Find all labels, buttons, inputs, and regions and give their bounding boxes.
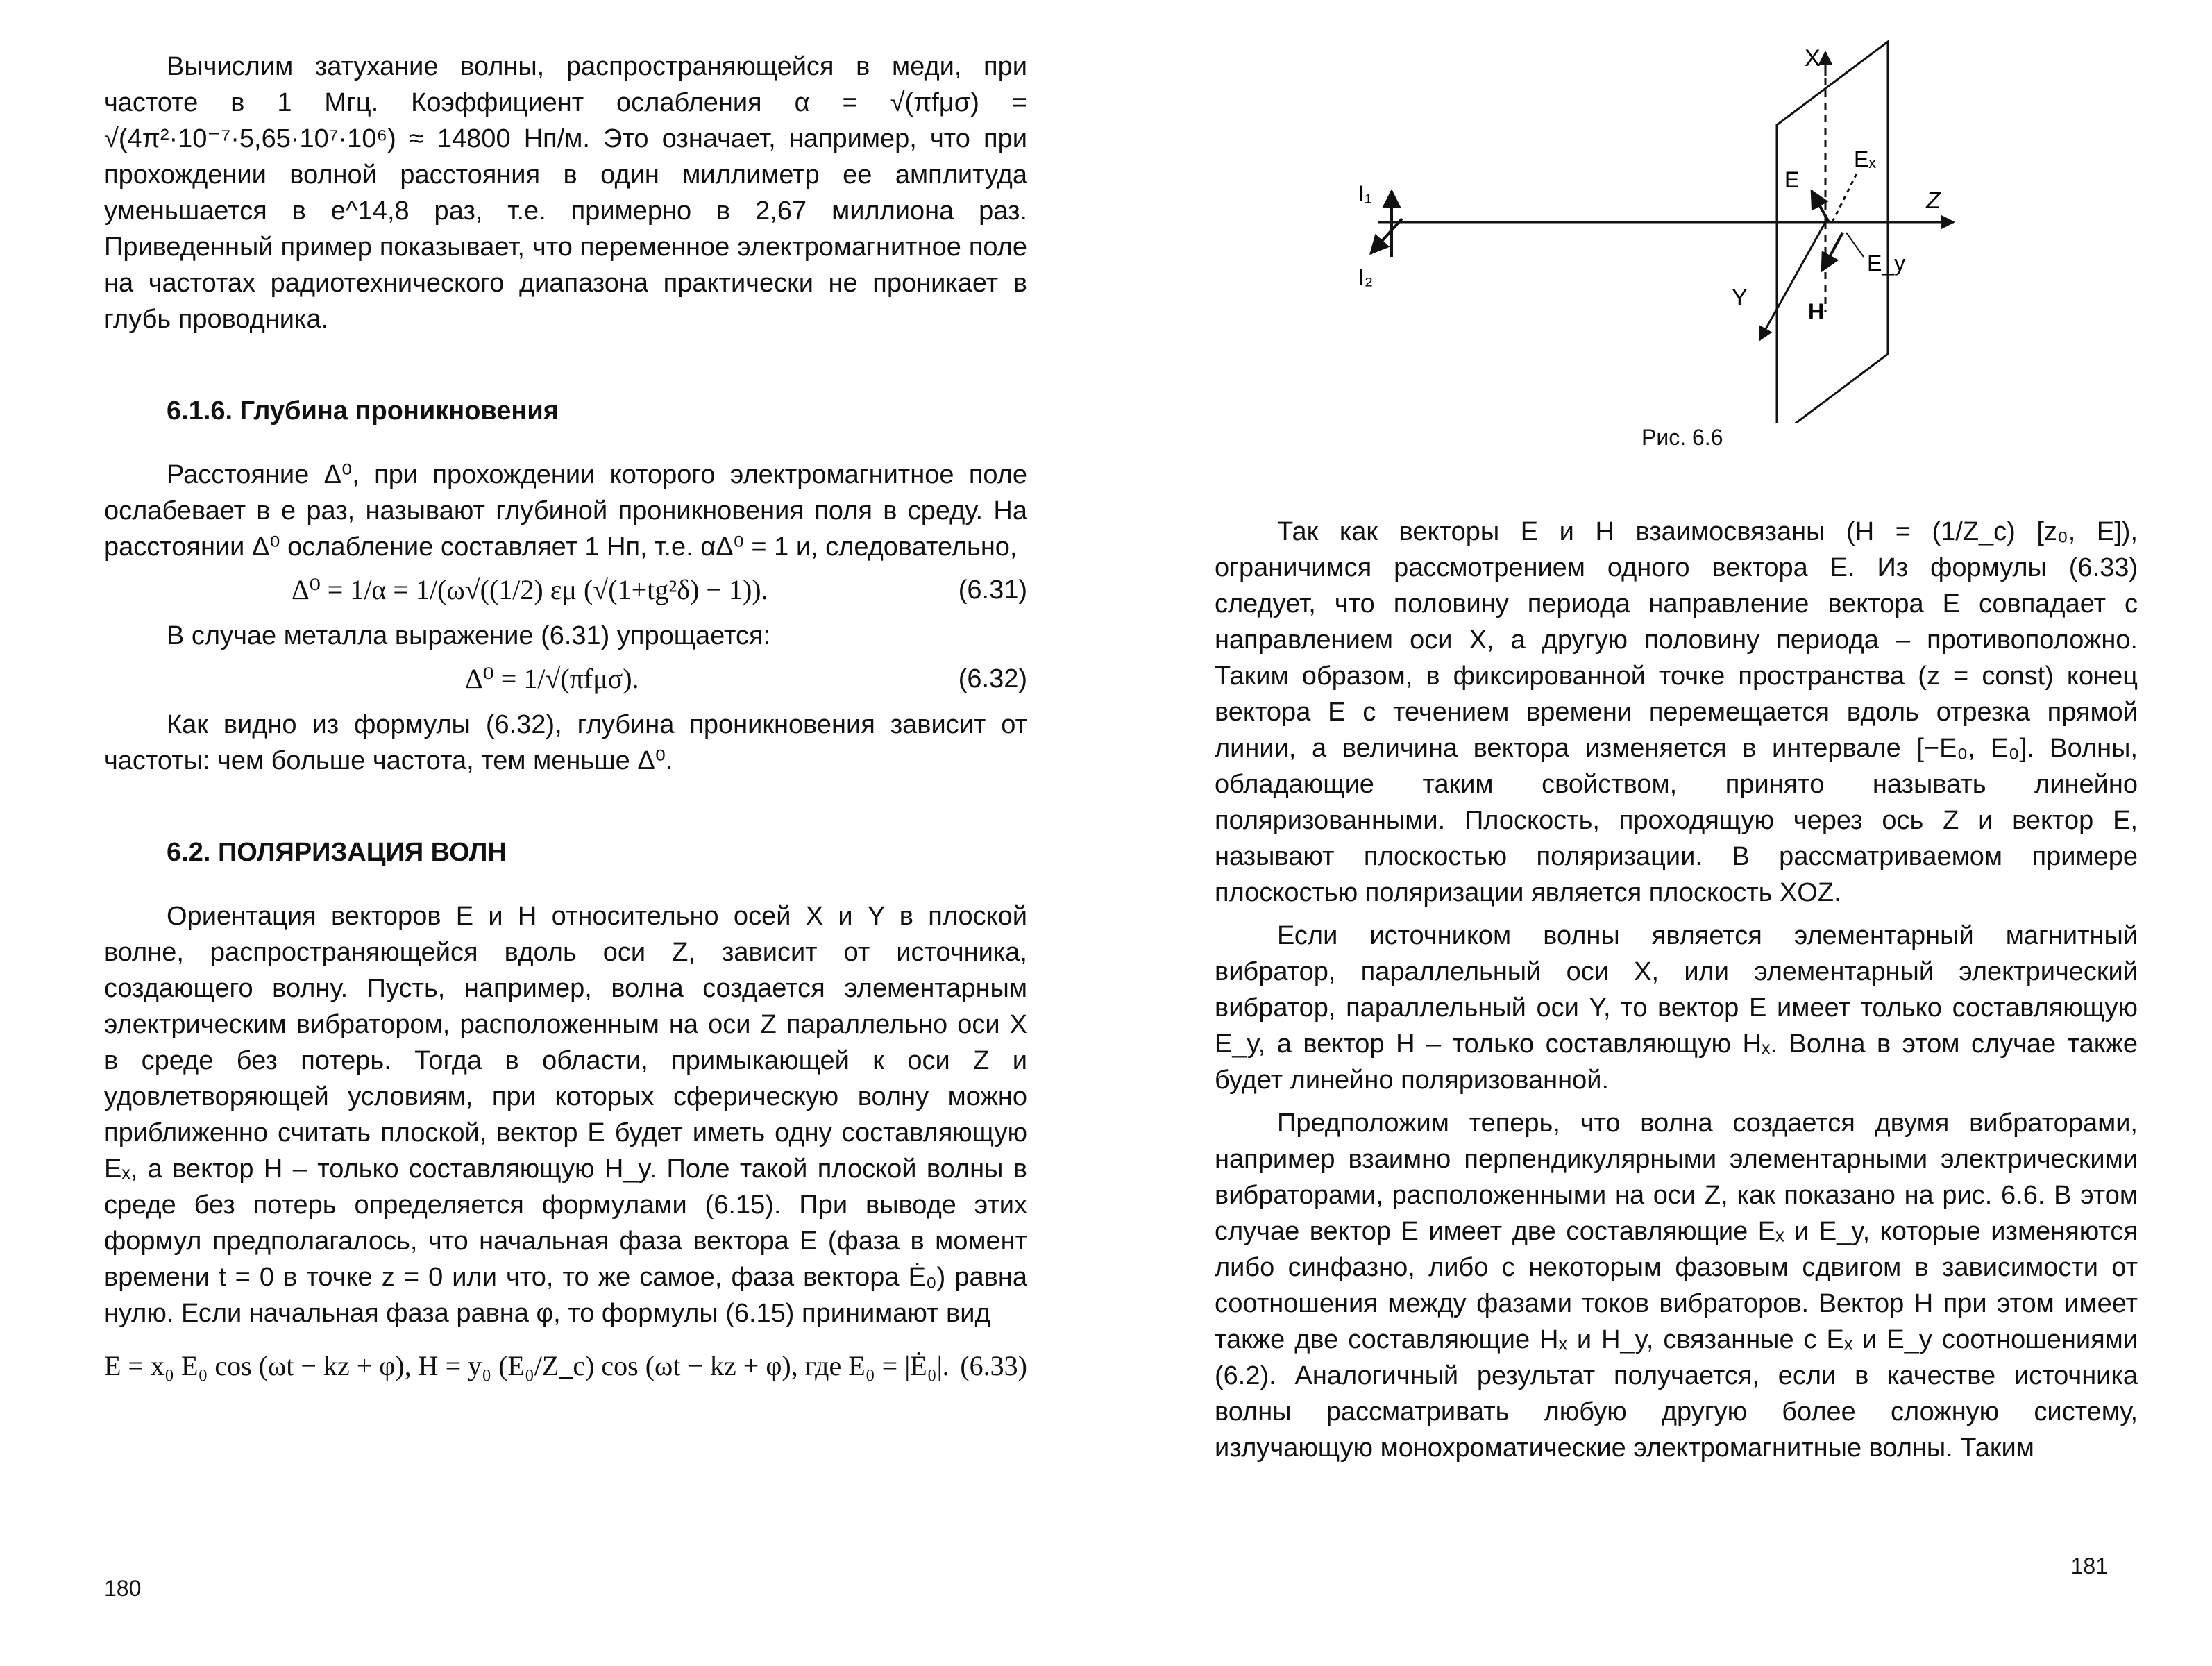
paragraph-linear-polarization: Так как векторы E и H взаимосвязаны (H = (1/Z_c) [z₀, E]), ограничимся рассмотрением одного вектора E. Из формулы (6.33) следует, что половину периода направление вектора E совпадает с направлением оси X, а другую половину периода – противоположно. Таким образом, в фиксированной точке пространства (z = const) конец вектора E с течением времени перемещается вдоль отрезка прямой линии, а величина вектора изменяется в интервале [−E₀, E₀]. Волны, обладающие таким свойством, принято называть линейно поляризованными. Плоскость, проходящую через ось Z и вектор E, называют плоскостью поляризации. В рассматриваемом примере плоскостью поляризации является плоскость XOZ. xyxy=(1215,517,2138,907)
label-e: E xyxy=(1784,167,1800,192)
left-text-column xyxy=(104,49,1027,1387)
label-ex: Eₓ xyxy=(1854,146,1876,171)
equation-6-32-expression: Δ⁰ = 1/√(πfμσ). xyxy=(465,663,639,694)
right-page xyxy=(1107,0,2212,1666)
equation-6-33-number: (6.33) xyxy=(960,1350,1027,1381)
ey-leader xyxy=(1846,233,1864,257)
paragraph-attenuation: Вычислим затухание волны, распространяющейся в меди, при частоте в 1 Мгц. Коэффициент ослабления α = √(πfμσ) = √(4π²·10⁻⁷·5,65·10⁷·10⁶) ≈ 14800 Нп/м. Это означает, например, что при прохождении волной расстояния в один миллиметр ее амплитуда уменьшается в e^14,8 раз, т.е. примерно в 2,67 миллиона раз. Приведенный пример показывает, что переменное электромагнитное поле на частотах радиотехнического диапазона практически не проникает в глубь проводника. xyxy=(104,52,1027,334)
equation-6-31-expression: Δ⁰ = 1/α = 1/(ω√((1/2) εμ (√(1+tg²δ) − 1)). xyxy=(292,574,768,605)
label-h: H xyxy=(1808,299,1825,324)
paragraph-two-vibrators: Предположим теперь, что волна создается двумя вибраторами, например взаимно перпендикулярными элементарными электрическими вибраторами, расположенными на оси Z, как показано на рис. 6.6. В этом случае вектор E имеет две составляющие Eₓ и E_y, которые изменяются либо синфазно, либо с некоторым фазовым сдвигом в зависимости от соотношения между фазами токов вибраторов. Вектор H при этом имеет также две составляющие Hₓ и H_y, связанные с Eₓ и E_y соотношениями (6.2). Аналогичный результат получается, если в качестве источника волны рассматривать любую другую более сложную систему, излучающую монохроматические электромагнитные волны. Таким xyxy=(1215,1109,2138,1463)
figure-6-6-diagram xyxy=(1315,35,2009,423)
label-x: X xyxy=(1805,45,1821,71)
equation-6-32-number: (6.32) xyxy=(958,664,1027,693)
polarization-plane xyxy=(1777,42,1888,423)
label-ey: E_y xyxy=(1867,251,1906,276)
heading-penetration-depth: 6.1.6. Глубина проникновения xyxy=(167,396,559,426)
paragraph-magnetic-vibrator: Если источником волны является элементарный магнитный вибратор, параллельный оси X, или элементарный электрический вибратор, параллельный оси Y, то вектор E имеет только составляющую E_y, а вектор H – только составляющую Hₓ. Волна в этом случае также будет линейно поляризованной. xyxy=(1215,921,2138,1095)
equation-6-31 xyxy=(104,571,1027,612)
equation-6-33 xyxy=(104,1345,1027,1387)
left-page xyxy=(0,0,1104,1666)
paragraph-penetration-definition: Расстояние Δ⁰, при прохождении которого электромагнитное поле ослабевает в e раз, называют глубиной проникновения поля в среду. На расстоянии Δ⁰ ослабление составляет 1 Нп, т.е. αΔ⁰ = 1 и, следовательно, xyxy=(104,460,1027,562)
right-text-column xyxy=(1215,514,2138,1466)
label-i2: I₂ xyxy=(1358,264,1374,289)
figure-caption: Рис. 6.6 xyxy=(1641,425,1723,450)
heading-wave-polarization: 6.2. ПОЛЯРИЗАЦИЯ ВОЛН xyxy=(167,838,507,867)
page-number-right: 181 xyxy=(2070,1554,2108,1579)
equation-6-32 xyxy=(104,659,1027,701)
ex-component-dashed xyxy=(1832,174,1857,222)
paragraph-frequency-dependence: Как видно из формулы (6.32), глубина проникновения зависит от частоты: чем больше частота, тем меньше Δ⁰. xyxy=(104,710,1027,775)
label-y: Y xyxy=(1732,285,1748,311)
label-z: Z xyxy=(1926,187,1941,214)
paragraph-metal-case: В случае металла выражение (6.31) упрощается: xyxy=(167,621,771,650)
page-number-left: 180 xyxy=(104,1576,142,1601)
dipole-i2 xyxy=(1371,219,1402,253)
paragraph-vector-orientation: Ориентация векторов E и H относительно осей X и Y в плоской волне, распространяющейся вдоль оси Z, зависит от источника, создающего волну. Пусть, например, волна создается элементарным электрическим вибратором, расположенным на оси Z параллельно оси X в среде без потерь. Тогда в области, примыкающей к оси Z и удовлетворяющей условиям, при которых сферическую волну можно приближенно считать плоской, вектор E будет иметь одну составляющую Eₓ, а вектор H – только составляющую H_y. Поле такой плоской волны в среде без потерь определяется формулами (6.15). При выводе этих формул предполагалось, что начальная фаза вектора E (фаза в момент времени t = 0 в точке z = 0 или что, то же самое, фаза вектора Ė₀) равна нулю. Если начальная фаза равна φ, то формулы (6.15) принимают вид xyxy=(104,902,1027,1328)
label-i1: I₁ xyxy=(1358,181,1372,206)
equation-6-31-number: (6.31) xyxy=(958,575,1027,605)
equation-6-33-expression: E = x₀ E₀ cos (ωt − kz + φ), H = y₀ (E₀/Z_c) cos (ωt − kz + φ), где E₀ = |Ė₀|. xyxy=(104,1350,949,1381)
